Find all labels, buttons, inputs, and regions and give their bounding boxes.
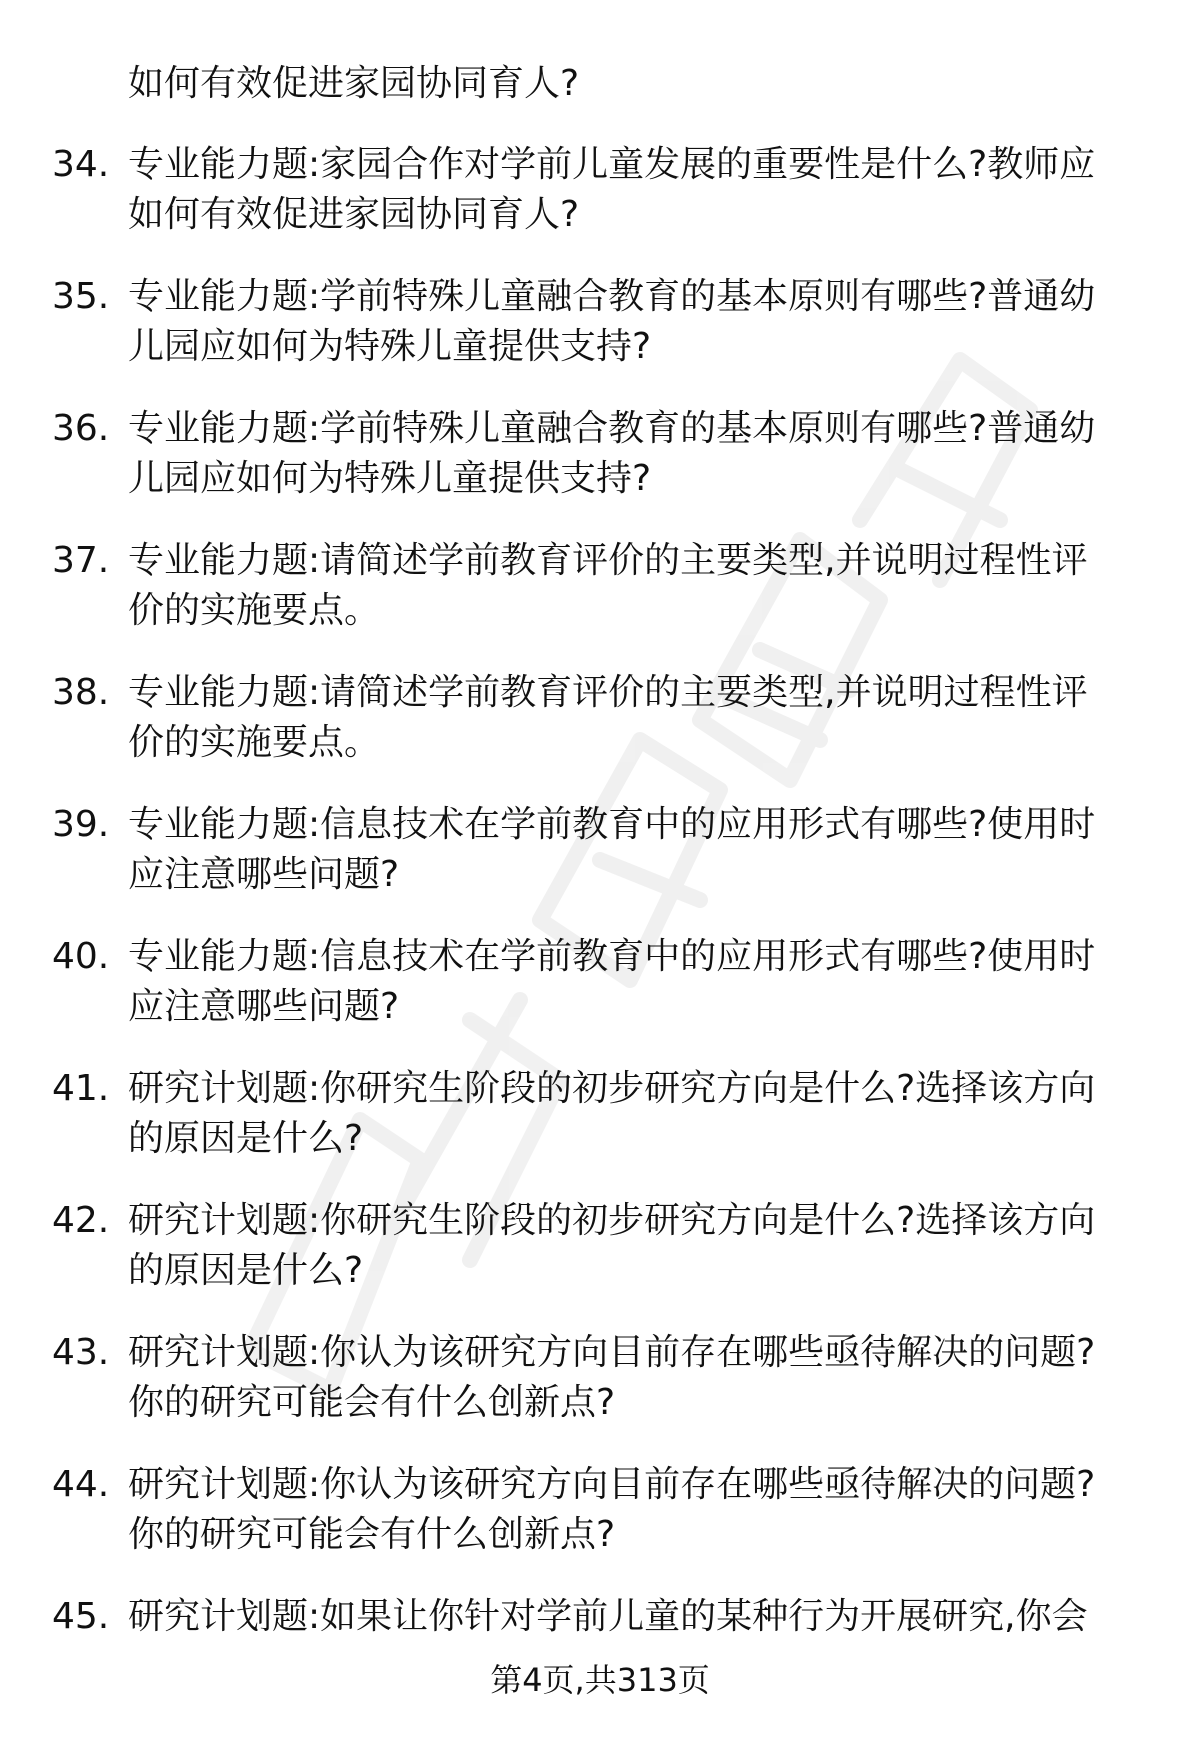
question-list (0, 140, 1200, 1724)
question-item (0, 404, 1200, 536)
question-line: 专业能力题:信息技术在学前教育中的应用形式有哪些?使用时 (128, 804, 1096, 845)
continued-question-text: 如何有效促进家园协同育人? (128, 63, 580, 104)
question-text (128, 800, 1148, 900)
question-line: 研究计划题:如果让你针对学前儿童的某种行为开展研究,你会 (128, 1596, 1088, 1637)
question-line: 应注意哪些问题? (128, 986, 400, 1027)
question-text (128, 1064, 1148, 1164)
question-number: 43. (52, 1332, 110, 1373)
question-item (0, 668, 1200, 800)
question-number: 40. (52, 936, 110, 977)
question-text (128, 668, 1148, 768)
question-line: 专业能力题:信息技术在学前教育中的应用形式有哪些?使用时 (128, 936, 1096, 977)
question-text (128, 1460, 1148, 1560)
question-item (0, 536, 1200, 668)
question-text (128, 1592, 1148, 1642)
question-item (0, 932, 1200, 1064)
question-item (0, 272, 1200, 404)
question-line: 专业能力题:请简述学前教育评价的主要类型,并说明过程性评 (128, 540, 1088, 581)
question-text (128, 140, 1148, 240)
question-number: 37. (52, 540, 110, 581)
question-text (128, 932, 1148, 1032)
question-line: 如何有效促进家园协同育人? (128, 194, 580, 235)
question-line: 价的实施要点。 (128, 722, 381, 763)
question-line: 价的实施要点。 (128, 590, 381, 631)
page-number-footer: 第4页,共313页 (490, 1661, 710, 1699)
question-line: 你的研究可能会有什么创新点? (128, 1514, 616, 1555)
question-line: 的原因是什么? (128, 1250, 364, 1291)
question-line: 儿园应如何为特殊儿童提供支持? (128, 458, 652, 499)
question-line: 专业能力题:请简述学前教育评价的主要类型,并说明过程性评 (128, 672, 1088, 713)
question-line: 研究计划题:你认为该研究方向目前存在哪些亟待解决的问题? (128, 1332, 1096, 1373)
question-item (0, 140, 1200, 272)
question-text (128, 404, 1148, 504)
question-line: 研究计划题:你研究生阶段的初步研究方向是什么?选择该方向 (128, 1068, 1096, 1109)
question-number: 42. (52, 1200, 110, 1241)
question-number: 45. (52, 1596, 110, 1637)
question-number: 35. (52, 276, 110, 317)
question-number: 36. (52, 408, 110, 449)
question-item (0, 1460, 1200, 1592)
question-text (128, 1328, 1148, 1428)
question-number: 34. (52, 144, 110, 185)
question-item (0, 1328, 1200, 1460)
question-line: 应注意哪些问题? (128, 854, 400, 895)
question-line: 儿园应如何为特殊儿童提供支持? (128, 326, 652, 367)
question-line: 专业能力题:学前特殊儿童融合教育的基本原则有哪些?普通幼 (128, 276, 1096, 317)
question-line: 研究计划题:你研究生阶段的初步研究方向是什么?选择该方向 (128, 1200, 1096, 1241)
question-text (128, 272, 1148, 372)
question-number: 41. (52, 1068, 110, 1109)
question-line: 你的研究可能会有什么创新点? (128, 1382, 616, 1423)
question-number: 38. (52, 672, 110, 713)
question-line: 专业能力题:家园合作对学前儿童发展的重要性是什么?教师应 (128, 144, 1096, 185)
question-line: 的原因是什么? (128, 1118, 364, 1159)
question-text (128, 1196, 1148, 1296)
question-line: 专业能力题:学前特殊儿童融合教育的基本原则有哪些?普通幼 (128, 408, 1096, 449)
question-number: 39. (52, 804, 110, 845)
question-item (0, 1064, 1200, 1196)
question-number: 44. (52, 1464, 110, 1505)
question-item (0, 1196, 1200, 1328)
question-item (0, 800, 1200, 932)
question-line: 研究计划题:你认为该研究方向目前存在哪些亟待解决的问题? (128, 1464, 1096, 1505)
question-text (128, 536, 1148, 636)
